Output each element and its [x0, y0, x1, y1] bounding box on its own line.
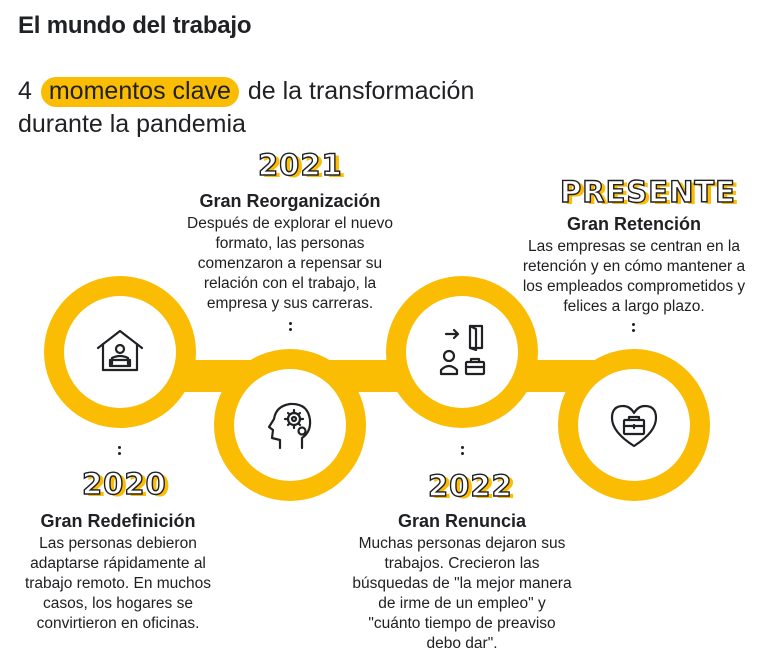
connector-dots-2021 — [289, 322, 293, 336]
subtitle-number: 4 — [18, 77, 32, 105]
connector-dots-2022 — [461, 446, 465, 460]
heading-presente: Gran Retención — [566, 214, 702, 234]
year-label-2020: 2020 — [82, 467, 167, 501]
subtitle-highlight: momentos clave — [41, 77, 239, 107]
head-gears-icon — [264, 400, 318, 452]
subtitle-rest: de la transformación — [247, 77, 475, 105]
page-title: El mundo del trabajo — [18, 12, 252, 39]
connector-dots-2020 — [118, 446, 122, 460]
subtitle-line2: durante la pandemia — [18, 110, 246, 138]
heading-2021: Gran Reorganización — [199, 191, 381, 211]
description-2021: Después de explorar el nuevo formato, las personas comenzaron a repensar su relación con el trabajo, la empresa y sus carreras. — [187, 215, 393, 312]
description-2020: Las personas debieron adaptarse rápidamente al trabajo remoto. En muchos casos, los hogares se convirtieron en oficinas. — [24, 535, 212, 632]
home-office-icon — [94, 326, 146, 376]
connector-dots-presente — [632, 323, 636, 337]
description-2022: Muchas personas dejaron sus trabajos. Crecieron las búsquedas de "la mejor manera de irme de un empleo" y "cuánto tiempo de preaviso debo dar". — [352, 535, 572, 652]
year-label-2022: 2022 — [428, 469, 513, 503]
heading-2022: Gran Renuncia — [397, 511, 527, 531]
heart-briefcase-icon — [608, 402, 660, 450]
year-label-2021: 2021 — [258, 148, 343, 182]
exit-door-icon — [436, 324, 490, 376]
heading-2020: Gran Redefinición — [40, 511, 196, 531]
description-presente: Las empresas se centran en la retención y en cómo mantener a los empleados comprometidos y felices a largo plazo. — [522, 238, 746, 315]
year-label-presente: PRESENTE — [560, 175, 736, 209]
